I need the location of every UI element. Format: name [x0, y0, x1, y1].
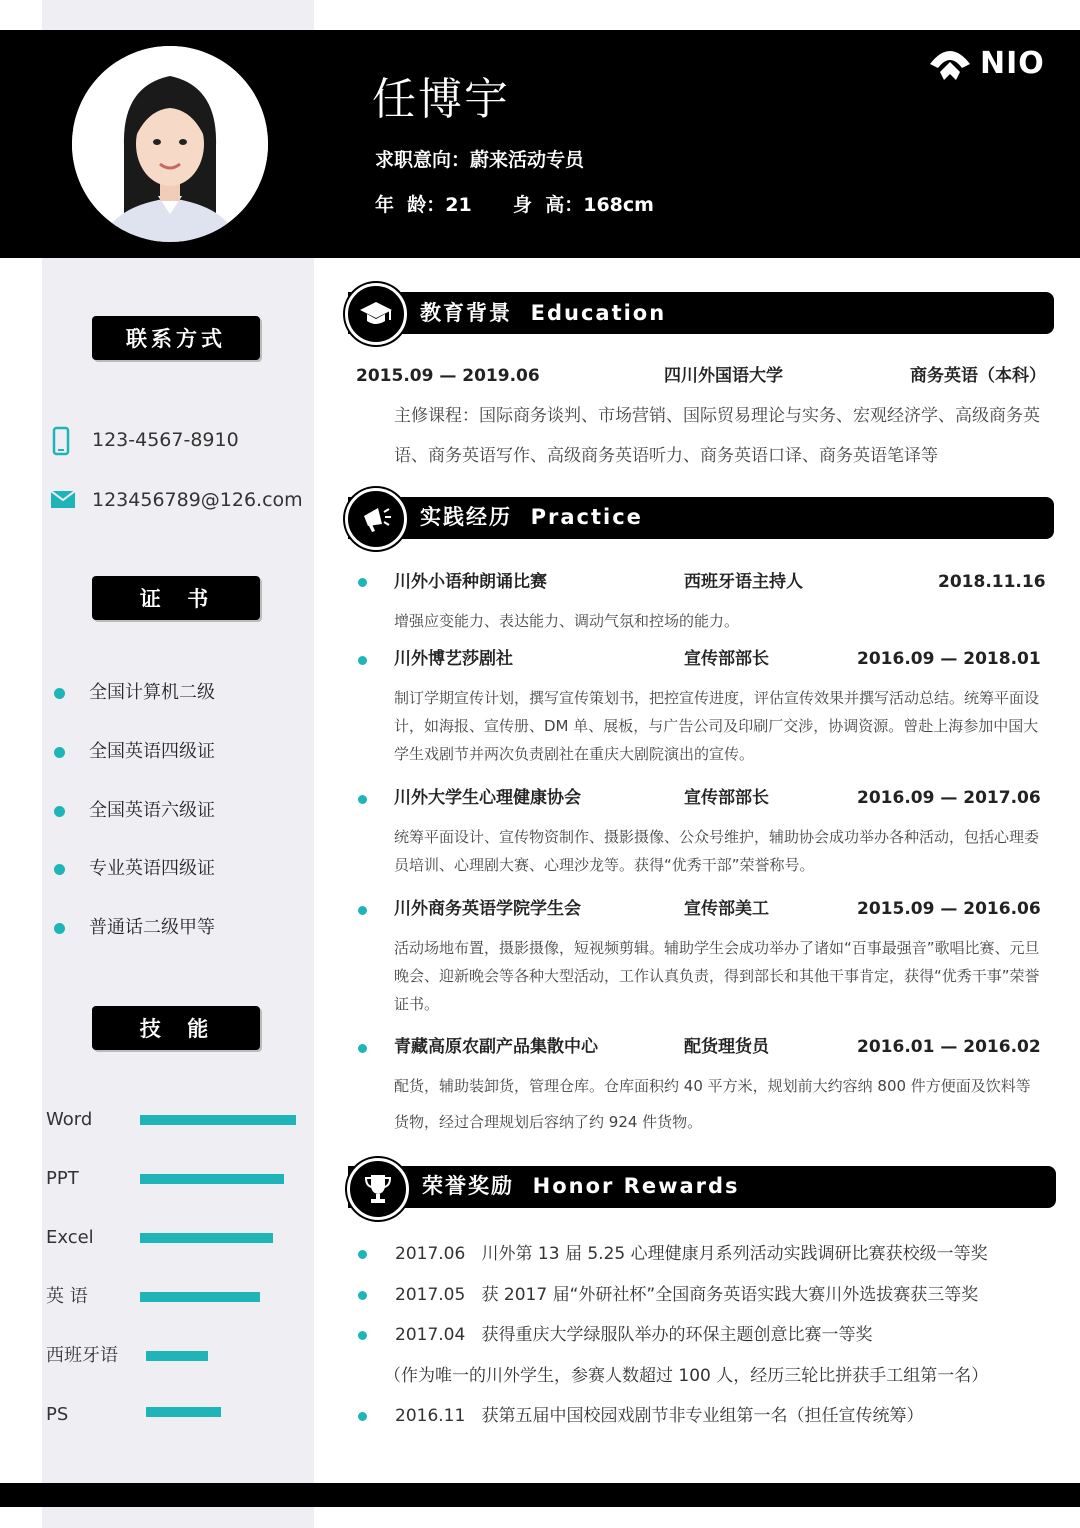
honor-note: （作为唯一的川外学生，参赛人数超过 100 人，经历三轮比拼获手工组第一名）	[384, 1366, 989, 1386]
practice-org: 川外大学生心理健康协会	[394, 788, 581, 808]
practice-role: 配货理货员	[684, 1037, 769, 1057]
footer-bar	[0, 1483, 1080, 1507]
nio-logo-icon	[926, 44, 974, 84]
phone-icon	[52, 426, 70, 456]
practice-desc: 统筹平面设计、宣传物资制作、摄影摄像、公众号维护，辅助协会成功举办各种活动，包括心理委员培训、心理剧大赛、心理沙龙等。获得“优秀干部”荣誉称号。	[394, 828, 1040, 874]
logo-text: NIO	[980, 46, 1045, 81]
practice-org: 川外商务英语学院学生会	[394, 899, 581, 919]
skill-bar-fill	[140, 1174, 284, 1184]
height-value: 168cm	[583, 194, 654, 216]
skill-bar-fill	[140, 1233, 273, 1243]
cert-item: 专业英语四级证	[89, 858, 215, 879]
practice-org: 青藏高原农副产品集散中心	[394, 1037, 598, 1057]
age-value: 21	[445, 194, 472, 216]
height-label: 身 高：	[513, 194, 584, 216]
skill-bar	[146, 1351, 302, 1361]
honor-item: 2016.11 获第五届中国校园戏剧节非专业组第一名（担任宣传统筹）	[395, 1406, 924, 1426]
honor-bullet	[358, 1250, 367, 1259]
job-intent-value: 蔚来活动专员	[470, 149, 585, 171]
education-icon-circle	[345, 283, 407, 345]
skill-bar-fill	[146, 1407, 221, 1417]
skill-name: Excel	[46, 1227, 94, 1248]
practice-role: 宣传部美工	[684, 899, 769, 919]
skill-bar	[140, 1115, 296, 1125]
age-line	[375, 193, 472, 217]
cert-bullet	[54, 923, 65, 934]
cert-item: 全国英语四级证	[89, 741, 215, 762]
practice-bullet	[358, 795, 367, 804]
email-icon	[51, 491, 75, 508]
email-address: 123456789@126.com	[92, 489, 303, 511]
education-title: 教育背景 Education	[420, 301, 667, 325]
skill-bar	[140, 1233, 296, 1243]
cert-bullet	[54, 688, 65, 699]
skill-bar	[146, 1407, 302, 1417]
age-label: 年 龄：	[375, 194, 446, 216]
skills-title: 技 能	[92, 1006, 260, 1050]
megaphone-icon	[360, 504, 392, 534]
honor-item: 2017.05 获 2017 届“外研社杯”全国商务英语实践大赛川外选拔赛获三等奖	[395, 1285, 979, 1305]
honor-bullet	[358, 1291, 367, 1300]
candidate-name: 任博宇	[372, 74, 510, 125]
practice-desc: 制订学期宣传计划，撰写宣传策划书，把控宣传进度，评估宣传效果并撰写活动总结。统筹平面设计，如海报、宣传册、DM 单、展板，与广告公司及印刷厂交涉，协调资源。曾赴上海参加中国大学生戏剧节并两次负责剧社在重庆大剧院演出的宣传。	[394, 689, 1040, 763]
skill-name: PPT	[46, 1168, 79, 1189]
skill-bar-fill	[146, 1351, 208, 1361]
practice-org: 川外小语种朗诵比赛	[394, 572, 547, 592]
practice-desc: 增强应变能力、表达能力、调动气氛和控场的能力。	[394, 612, 740, 630]
practice-date: 2016.01 — 2016.02	[857, 1037, 1041, 1057]
graduation-cap-icon	[359, 300, 393, 328]
skill-bar-fill	[140, 1115, 296, 1125]
practice-desc: 活动场地布置，摄影摄像，短视频剪辑。辅助学生会成功举办了诸如“百事最强音”歌唱比赛、元旦晚会、迎新晚会等各种大型活动，工作认真负责，得到部长和其他干事肯定，获得“优秀干事”荣誉证书。	[394, 939, 1040, 1013]
honors-icon-circle	[347, 1158, 409, 1220]
practice-date: 2016.09 — 2017.06	[857, 788, 1041, 808]
skill-bar	[140, 1292, 296, 1302]
practice-role: 宣传部部长	[684, 788, 769, 808]
honors-title: 荣誉奖励 Honor Rewards	[422, 1174, 740, 1198]
skill-name: 英 语	[46, 1286, 88, 1307]
education-courses: 主修课程：国际商务谈判、市场营销、国际贸易理论与实务、宏观经济学、高级商务英语、商务英语写作、高级商务英语听力、商务英语口译、商务英语笔译等	[394, 406, 1040, 466]
education-major: 商务英语（本科）	[910, 366, 1046, 386]
practice-bullet	[358, 656, 367, 665]
phone-number: 123-4567-8910	[92, 429, 239, 451]
certificate-title: 证 书	[92, 576, 260, 620]
skill-name: Word	[46, 1109, 93, 1130]
height-line	[513, 193, 654, 217]
practice-date: 2018.11.16	[938, 572, 1046, 592]
honor-item: 2017.06 川外第 13 届 5.25 心理健康月系列活动实践调研比赛获校级一等奖	[395, 1244, 988, 1264]
education-period: 2015.09 — 2019.06	[356, 366, 540, 386]
cert-bullet	[54, 806, 65, 817]
job-intent-line	[375, 148, 584, 172]
portrait-illustration	[72, 46, 268, 242]
honor-bullet	[358, 1331, 367, 1340]
cert-bullet	[54, 747, 65, 758]
cert-item: 普通话二级甲等	[89, 917, 215, 938]
honor-item: 2017.04 获得重庆大学绿服队举办的环保主题创意比赛一等奖	[395, 1325, 873, 1345]
honor-bullet	[358, 1412, 367, 1421]
trophy-icon	[363, 1173, 393, 1205]
skill-bar	[140, 1174, 296, 1184]
skill-name: PS	[46, 1404, 69, 1425]
education-school: 四川外国语大学	[664, 366, 783, 386]
practice-org: 川外博艺莎剧社	[394, 649, 513, 669]
cert-item: 全国计算机二级	[89, 682, 215, 703]
job-intent-label: 求职意向：	[375, 149, 471, 171]
cert-item: 全国英语六级证	[89, 800, 215, 821]
practice-bullet	[358, 906, 367, 915]
practice-role: 西班牙语主持人	[684, 572, 803, 592]
practice-date: 2015.09 — 2016.06	[857, 899, 1041, 919]
practice-role: 宣传部部长	[684, 649, 769, 669]
practice-date: 2016.09 — 2018.01	[857, 649, 1041, 669]
skill-name: 西班牙语	[46, 1345, 118, 1366]
skill-bar-fill	[140, 1292, 260, 1302]
practice-desc: 配货，辅助装卸货，管理仓库。仓库面积约 40 平方米，规划前大约容纳 800 件方便面及饮料等货物，经过合理规划后容纳了约 924 件货物。	[394, 1077, 1031, 1131]
contact-title: 联系方式	[92, 316, 260, 360]
profile-photo	[72, 46, 268, 242]
practice-icon-circle	[345, 488, 407, 550]
practice-bullet	[358, 1044, 367, 1053]
cert-bullet	[54, 864, 65, 875]
practice-bullet	[358, 578, 367, 587]
practice-title: 实践经历 Practice	[420, 505, 643, 529]
